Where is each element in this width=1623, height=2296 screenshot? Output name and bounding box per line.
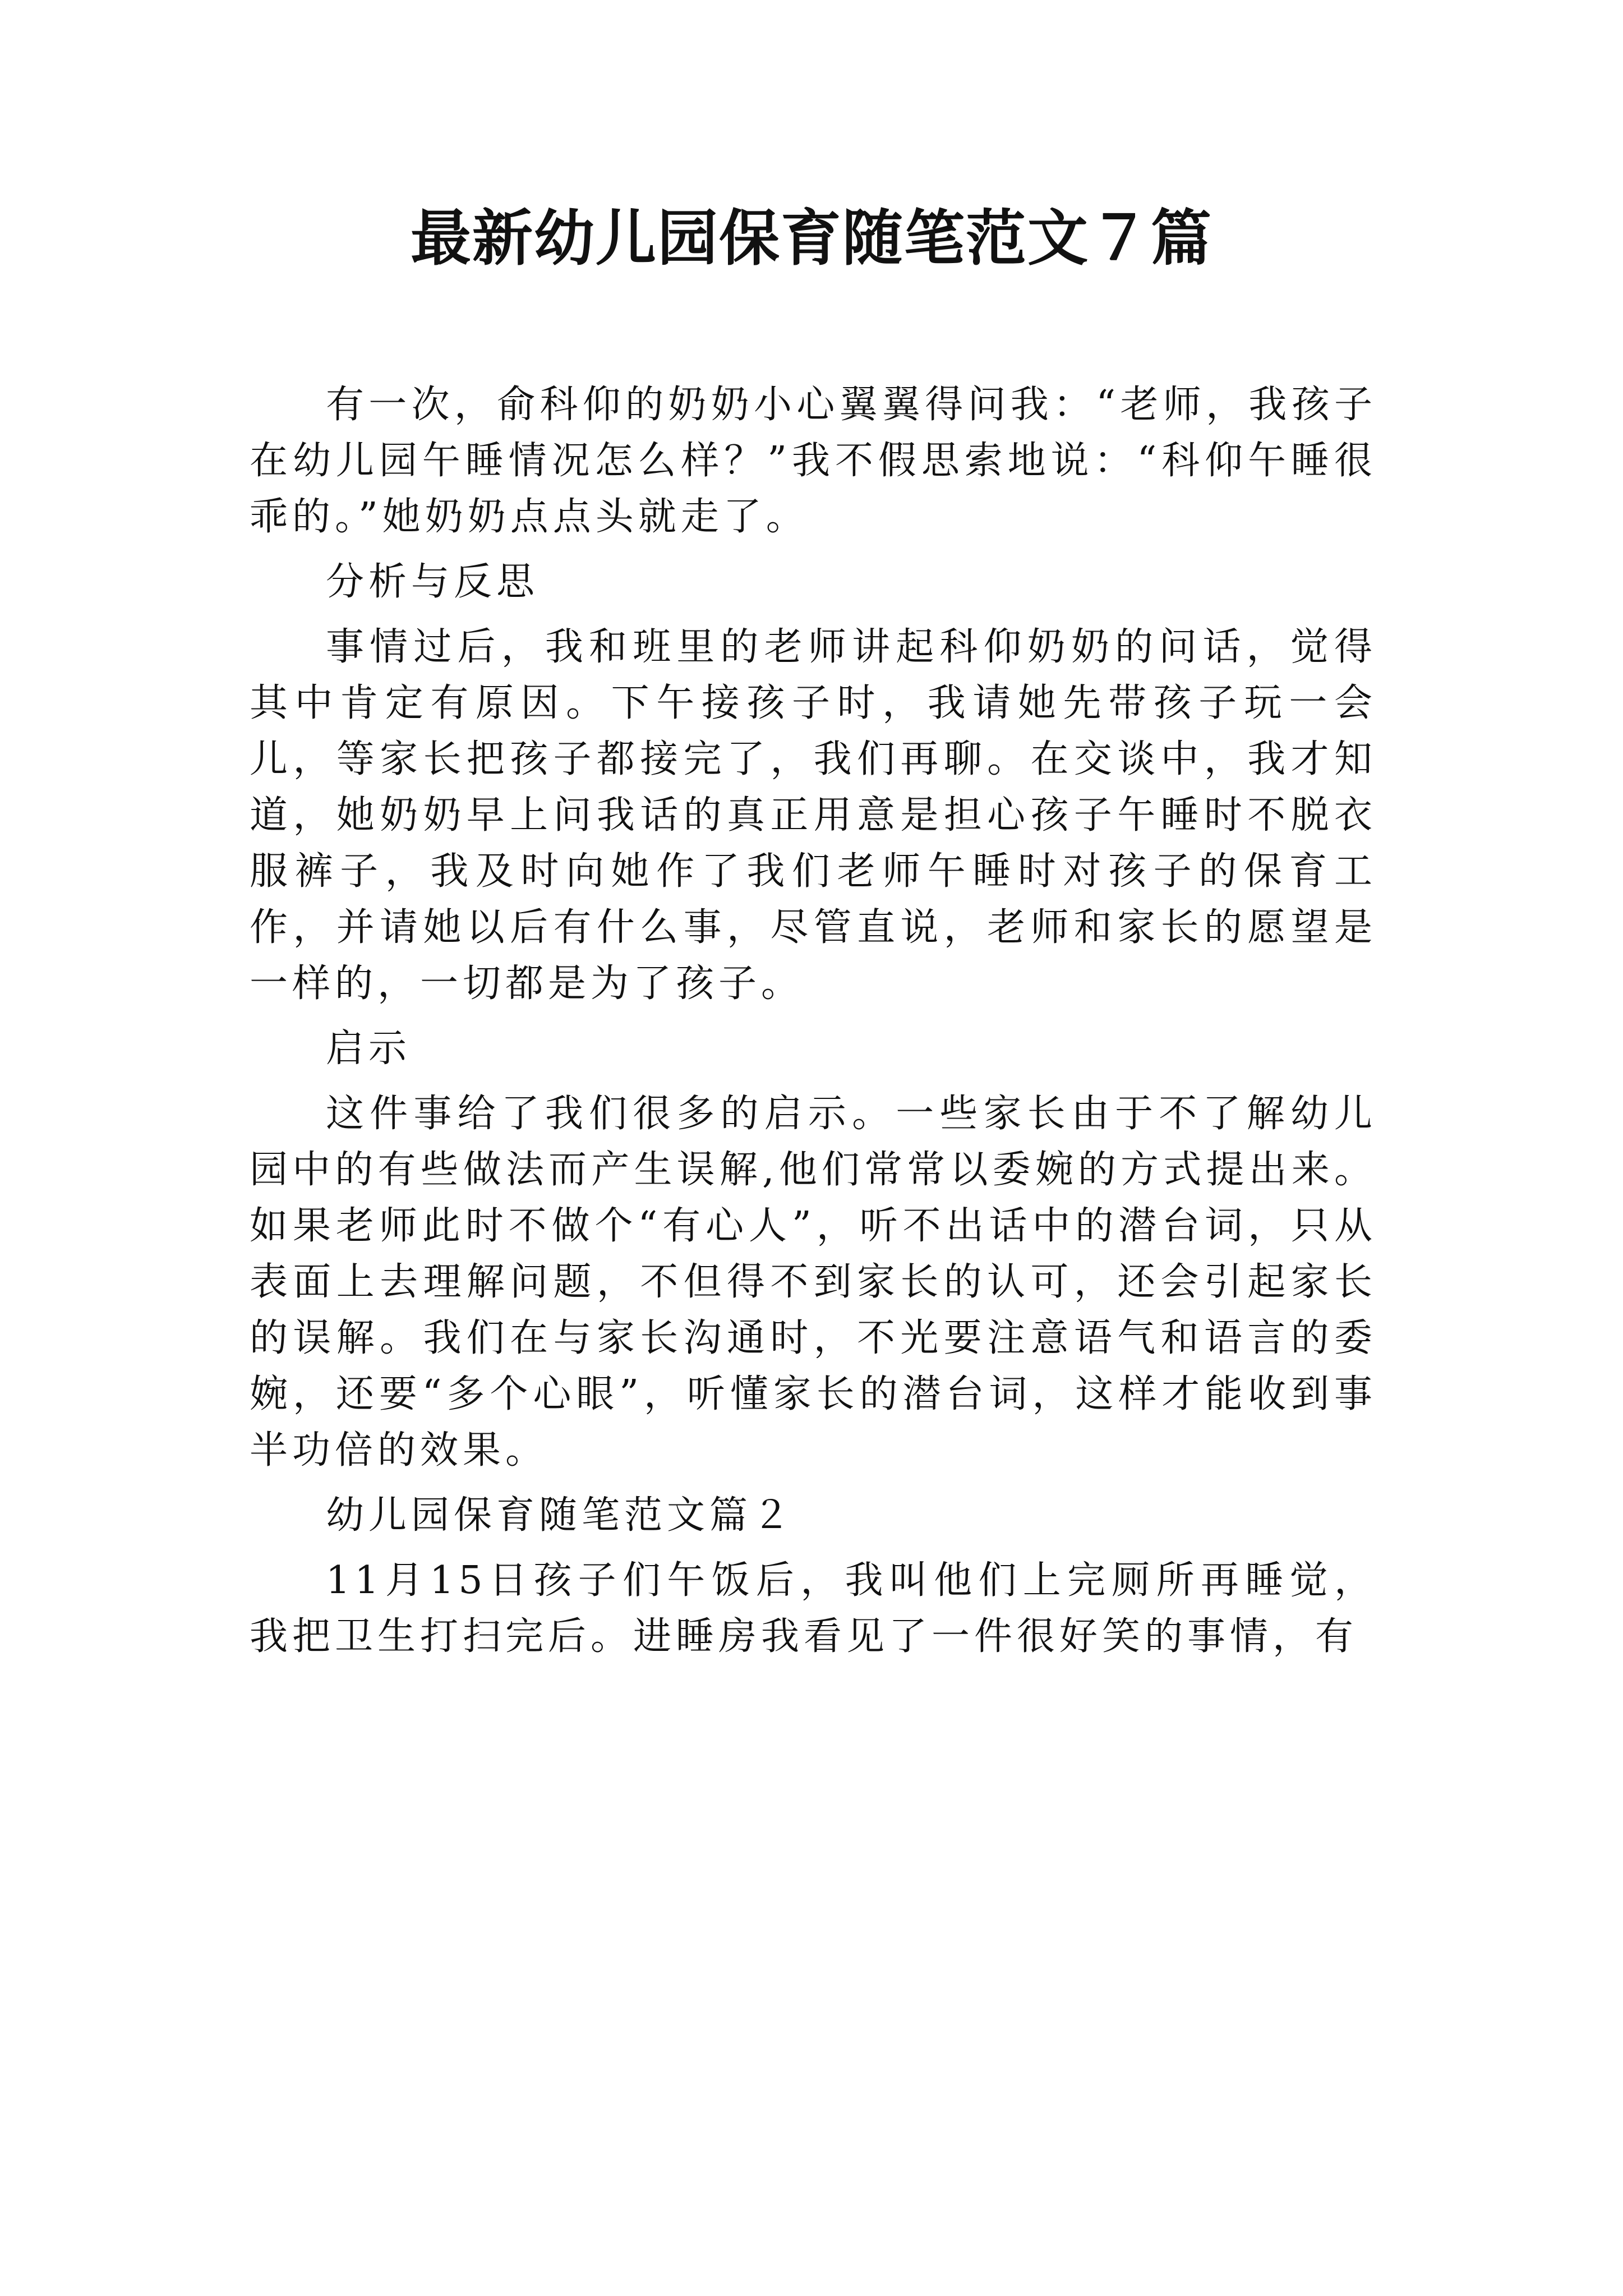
paragraph-insight: 这件事给了我们很多的启示。一些家长由于不了解幼儿园中的有些做法而产生误解,他们常常以委婉的方式提出来。如果老师此时不做个“有心人”，听不出话中的潜台词，只从表面上去理解问题，不但得不到家长的认可，还会引起家长的误解。我们在与家长沟通时，不光要注意语气和语言的委婉，还要“多个心眼”，听懂家长的潜台词，这样才能收到事半功倍的效果。 [250,1092,1377,1473]
paragraph-intro: 有一次，俞科仰的奶奶小心翼翼得问我：“老师，我孩子在幼儿园午睡情况怎么样？”我不假思索地说：“科仰午睡很乖的。”她奶奶点点头就走了。 [250,383,1377,539]
document-title: 最新幼儿园保育随笔范文７篇 [410,203,1212,274]
section-heading-insight: 启示 [326,1027,412,1071]
paragraph-article-2: 11月15日孩子们午饭后，我叫他们上完厕所再睡觉，我把卫生打扫完后。进睡房我看见了一件很好笑的事情，有 [250,1558,1377,1659]
document-body [250,377,1377,1674]
section-heading-article-2: 幼儿园保育随笔范文篇２ [326,1493,795,1538]
paragraph-analysis: 事情过后，我和班里的老师讲起科仰奶奶的问话，觉得其中肯定有原因。下午接孩子时，我请她先带孩子玩一会儿，等家长把孩子都接完了，我们再聊。在交谈中，我才知道，她奶奶早上问我话的真正用意是担心孩子午睡时不脱衣服裤子，我及时向她作了我们老师午睡时对孩子的保育工作，并请她以后有什么事，尽管直说，老师和家长的愿望是一样的，一切都是为了孩子。 [250,625,1377,1006]
section-heading-analysis: 分析与反思 [326,560,540,604]
